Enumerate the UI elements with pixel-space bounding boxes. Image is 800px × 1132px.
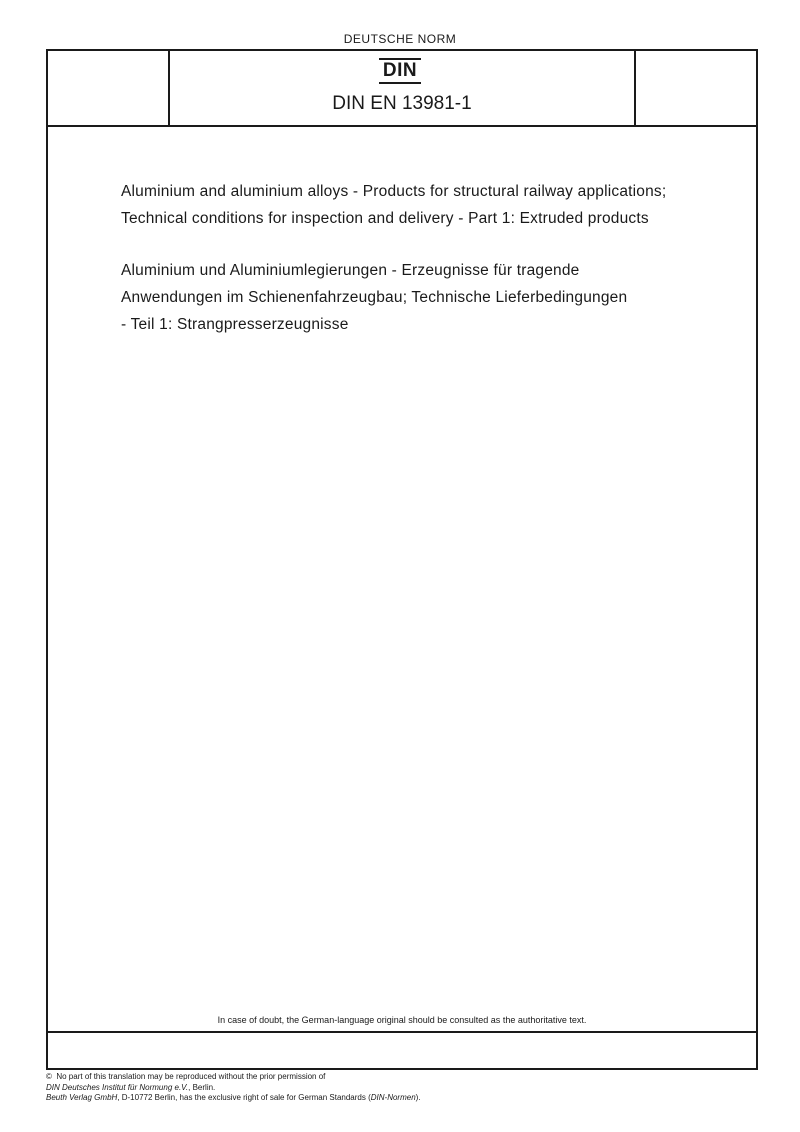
din-logo: DIN [379,58,421,84]
title-german-line: Aluminium und Aluminiumlegierungen - Erzeugnisse für tragende [121,262,580,279]
distributor-name: Beuth Verlag GmbH [46,1093,118,1102]
header-divider-right [634,51,636,125]
title-german-line: - Teil 1: Strangpresserzeugnisse [121,316,349,333]
title-english-line: Aluminium and aluminium alloys - Products for structural railway applications; [121,183,667,200]
title-german [121,257,741,338]
title-english [121,178,741,232]
footer-divider [48,1031,756,1033]
publisher-name: DIN Deutsches Institut für Normung e.V. [46,1082,189,1092]
copyright-text: , Berlin. [188,1082,216,1092]
copyright-notice [46,1072,421,1104]
copyright-text: ). [415,1093,421,1102]
title-page-frame [46,49,758,1070]
copyright-line-2 [46,1083,421,1094]
header-row [48,51,756,127]
document-type-label: DEUTSCHE NORM [343,32,457,46]
copyright-text: , D-10772 Berlin, has the exclusive right of sale for German Standards ( [117,1093,371,1102]
copyright-line-1 [46,1072,421,1083]
copyright-text: No part of this translation may be reproduced without the prior permission of [56,1072,326,1081]
document-number: DIN EN 13981-1 [332,93,472,114]
copyright-symbol: © [46,1072,52,1081]
standards-name: DIN-Normen [370,1093,416,1102]
title-english-line: Technical conditions for inspection and delivery - Part 1: Extruded products [121,210,649,227]
copyright-line-3 [46,1093,421,1104]
authoritative-text-note: In case of doubt, the German-language original should be consulted as the authoritative text. [217,1015,587,1025]
title-german-line: Anwendungen im Schienenfahrzeugbau; Technische Lieferbedingungen [121,289,628,306]
